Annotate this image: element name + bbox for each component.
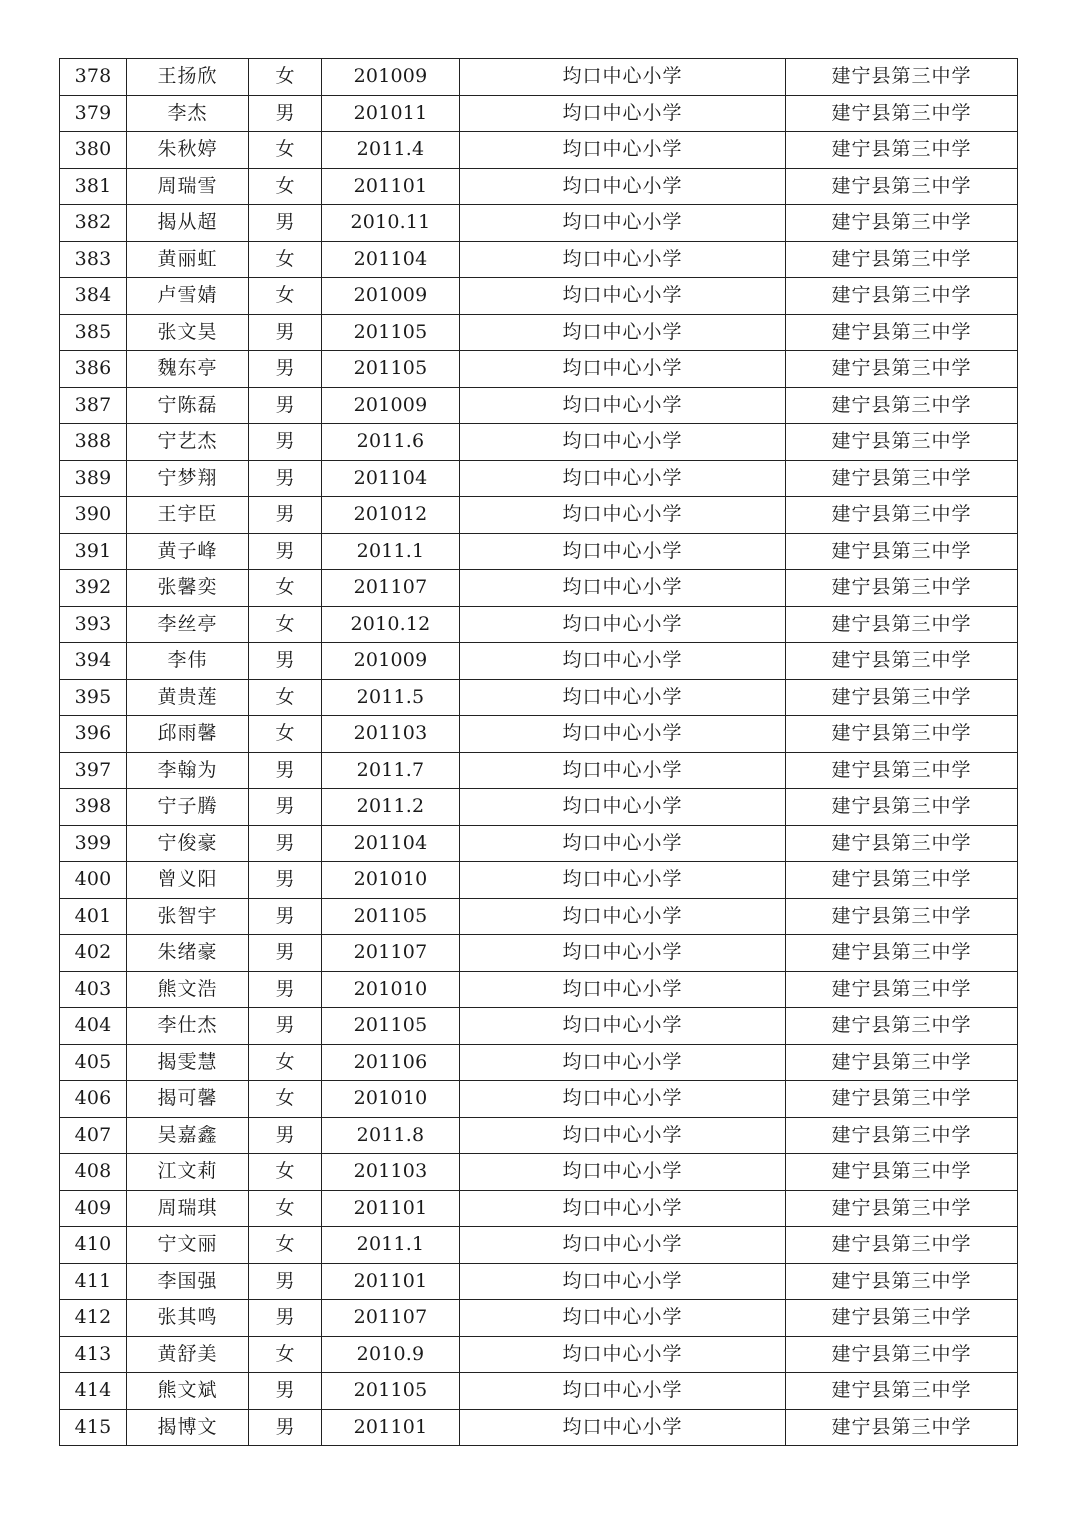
middle-school-cell: 建宁县第三中学: [786, 825, 1018, 862]
table-row: [60, 278, 1018, 315]
birth-date-cell: 201010: [322, 862, 460, 899]
middle-school-cell: 建宁县第三中学: [786, 1044, 1018, 1081]
birth-date-cell: 201009: [322, 278, 460, 315]
row-number-cell: 381: [60, 168, 127, 205]
primary-school-cell: 均口中心小学: [460, 424, 786, 461]
row-number-cell: 385: [60, 314, 127, 351]
row-number-cell: 382: [60, 205, 127, 242]
gender-cell: 男: [249, 898, 322, 935]
birth-date-cell: 201009: [322, 387, 460, 424]
table-row: [60, 898, 1018, 935]
birth-date-cell: 201101: [322, 1263, 460, 1300]
middle-school-cell: 建宁县第三中学: [786, 862, 1018, 899]
student-name-cell: 李仕杰: [127, 1008, 249, 1045]
gender-cell: 男: [249, 862, 322, 899]
gender-cell: 男: [249, 935, 322, 972]
primary-school-cell: 均口中心小学: [460, 862, 786, 899]
birth-date-cell: 201101: [322, 1190, 460, 1227]
primary-school-cell: 均口中心小学: [460, 1190, 786, 1227]
primary-school-cell: 均口中心小学: [460, 314, 786, 351]
student-name-cell: 李伟: [127, 643, 249, 680]
middle-school-cell: 建宁县第三中学: [786, 1008, 1018, 1045]
student-name-cell: 张其鸣: [127, 1300, 249, 1337]
gender-cell: 女: [249, 716, 322, 753]
birth-date-cell: 201105: [322, 351, 460, 388]
table-row: [60, 497, 1018, 534]
middle-school-cell: 建宁县第三中学: [786, 460, 1018, 497]
row-number-cell: 411: [60, 1263, 127, 1300]
row-number-cell: 390: [60, 497, 127, 534]
table-row: [60, 1044, 1018, 1081]
row-number-cell: 404: [60, 1008, 127, 1045]
row-number-cell: 388: [60, 424, 127, 461]
middle-school-cell: 建宁县第三中学: [786, 1190, 1018, 1227]
middle-school-cell: 建宁县第三中学: [786, 789, 1018, 826]
middle-school-cell: 建宁县第三中学: [786, 533, 1018, 570]
gender-cell: 男: [249, 1117, 322, 1154]
table-row: [60, 351, 1018, 388]
student-name-cell: 张馨奕: [127, 570, 249, 607]
row-number-cell: 408: [60, 1154, 127, 1191]
middle-school-cell: 建宁县第三中学: [786, 241, 1018, 278]
primary-school-cell: 均口中心小学: [460, 1263, 786, 1300]
middle-school-cell: 建宁县第三中学: [786, 1117, 1018, 1154]
row-number-cell: 395: [60, 679, 127, 716]
row-number-cell: 394: [60, 643, 127, 680]
middle-school-cell: 建宁县第三中学: [786, 1263, 1018, 1300]
row-number-cell: 397: [60, 752, 127, 789]
row-number-cell: 409: [60, 1190, 127, 1227]
birth-date-cell: 201105: [322, 1008, 460, 1045]
primary-school-cell: 均口中心小学: [460, 716, 786, 753]
row-number-cell: 383: [60, 241, 127, 278]
primary-school-cell: 均口中心小学: [460, 825, 786, 862]
row-number-cell: 403: [60, 971, 127, 1008]
student-name-cell: 宁文丽: [127, 1227, 249, 1264]
table-row: [60, 971, 1018, 1008]
primary-school-cell: 均口中心小学: [460, 1008, 786, 1045]
row-number-cell: 389: [60, 460, 127, 497]
gender-cell: 男: [249, 1409, 322, 1446]
primary-school-cell: 均口中心小学: [460, 278, 786, 315]
birth-date-cell: 2011.1: [322, 533, 460, 570]
table-row: [60, 1117, 1018, 1154]
student-name-cell: 吴嘉鑫: [127, 1117, 249, 1154]
middle-school-cell: 建宁县第三中学: [786, 570, 1018, 607]
student-name-cell: 黄舒美: [127, 1336, 249, 1373]
student-name-cell: 黄丽虹: [127, 241, 249, 278]
row-number-cell: 410: [60, 1227, 127, 1264]
gender-cell: 男: [249, 314, 322, 351]
middle-school-cell: 建宁县第三中学: [786, 971, 1018, 1008]
roster-body: [60, 59, 1018, 1446]
row-number-cell: 415: [60, 1409, 127, 1446]
birth-date-cell: 201104: [322, 241, 460, 278]
primary-school-cell: 均口中心小学: [460, 789, 786, 826]
table-row: [60, 1227, 1018, 1264]
table-row: [60, 95, 1018, 132]
row-number-cell: 414: [60, 1373, 127, 1410]
gender-cell: 女: [249, 1154, 322, 1191]
middle-school-cell: 建宁县第三中学: [786, 1081, 1018, 1118]
birth-date-cell: 2010.9: [322, 1336, 460, 1373]
birth-date-cell: 2011.7: [322, 752, 460, 789]
birth-date-cell: 201010: [322, 971, 460, 1008]
table-row: [60, 606, 1018, 643]
row-number-cell: 391: [60, 533, 127, 570]
row-number-cell: 392: [60, 570, 127, 607]
middle-school-cell: 建宁县第三中学: [786, 1227, 1018, 1264]
table-row: [60, 1336, 1018, 1373]
gender-cell: 女: [249, 570, 322, 607]
primary-school-cell: 均口中心小学: [460, 205, 786, 242]
primary-school-cell: 均口中心小学: [460, 132, 786, 169]
birth-date-cell: 201010: [322, 1081, 460, 1118]
row-number-cell: 384: [60, 278, 127, 315]
student-name-cell: 李杰: [127, 95, 249, 132]
student-name-cell: 魏东亭: [127, 351, 249, 388]
primary-school-cell: 均口中心小学: [460, 1227, 786, 1264]
primary-school-cell: 均口中心小学: [460, 898, 786, 935]
middle-school-cell: 建宁县第三中学: [786, 752, 1018, 789]
middle-school-cell: 建宁县第三中学: [786, 1373, 1018, 1410]
table-row: [60, 935, 1018, 972]
birth-date-cell: 201104: [322, 825, 460, 862]
primary-school-cell: 均口中心小学: [460, 606, 786, 643]
row-number-cell: 387: [60, 387, 127, 424]
birth-date-cell: 2010.11: [322, 205, 460, 242]
primary-school-cell: 均口中心小学: [460, 351, 786, 388]
primary-school-cell: 均口中心小学: [460, 1044, 786, 1081]
table-row: [60, 132, 1018, 169]
table-row: [60, 1154, 1018, 1191]
table-row: [60, 168, 1018, 205]
middle-school-cell: 建宁县第三中学: [786, 497, 1018, 534]
table-row: [60, 789, 1018, 826]
primary-school-cell: 均口中心小学: [460, 752, 786, 789]
gender-cell: 男: [249, 387, 322, 424]
birth-date-cell: 201104: [322, 460, 460, 497]
student-name-cell: 周瑞琪: [127, 1190, 249, 1227]
birth-date-cell: 2010.12: [322, 606, 460, 643]
gender-cell: 女: [249, 1081, 322, 1118]
student-name-cell: 宁陈磊: [127, 387, 249, 424]
middle-school-cell: 建宁县第三中学: [786, 1336, 1018, 1373]
gender-cell: 男: [249, 533, 322, 570]
birth-date-cell: 201101: [322, 1409, 460, 1446]
roster-sheet: [59, 58, 1017, 1446]
table-row: [60, 643, 1018, 680]
middle-school-cell: 建宁县第三中学: [786, 898, 1018, 935]
table-row: [60, 59, 1018, 96]
table-row: [60, 205, 1018, 242]
table-row: [60, 460, 1018, 497]
middle-school-cell: 建宁县第三中学: [786, 716, 1018, 753]
middle-school-cell: 建宁县第三中学: [786, 679, 1018, 716]
gender-cell: 男: [249, 1008, 322, 1045]
table-row: [60, 1008, 1018, 1045]
gender-cell: 男: [249, 643, 322, 680]
middle-school-cell: 建宁县第三中学: [786, 205, 1018, 242]
student-name-cell: 李国强: [127, 1263, 249, 1300]
student-name-cell: 黄贵莲: [127, 679, 249, 716]
gender-cell: 男: [249, 1373, 322, 1410]
middle-school-cell: 建宁县第三中学: [786, 606, 1018, 643]
student-name-cell: 揭博文: [127, 1409, 249, 1446]
birth-date-cell: 2011.8: [322, 1117, 460, 1154]
student-name-cell: 熊文斌: [127, 1373, 249, 1410]
primary-school-cell: 均口中心小学: [460, 1117, 786, 1154]
table-row: [60, 752, 1018, 789]
table-row: [60, 862, 1018, 899]
birth-date-cell: 2011.6: [322, 424, 460, 461]
student-name-cell: 宁俊豪: [127, 825, 249, 862]
student-name-cell: 揭雯慧: [127, 1044, 249, 1081]
gender-cell: 男: [249, 1263, 322, 1300]
student-name-cell: 宁艺杰: [127, 424, 249, 461]
gender-cell: 女: [249, 241, 322, 278]
primary-school-cell: 均口中心小学: [460, 1081, 786, 1118]
primary-school-cell: 均口中心小学: [460, 679, 786, 716]
table-row: [60, 716, 1018, 753]
birth-date-cell: 201106: [322, 1044, 460, 1081]
student-name-cell: 王扬欣: [127, 59, 249, 96]
student-name-cell: 揭可馨: [127, 1081, 249, 1118]
table-row: [60, 1081, 1018, 1118]
table-row: [60, 1409, 1018, 1446]
row-number-cell: 406: [60, 1081, 127, 1118]
birth-date-cell: 2011.4: [322, 132, 460, 169]
birth-date-cell: 201103: [322, 1154, 460, 1191]
gender-cell: 女: [249, 59, 322, 96]
row-number-cell: 400: [60, 862, 127, 899]
row-number-cell: 401: [60, 898, 127, 935]
middle-school-cell: 建宁县第三中学: [786, 1154, 1018, 1191]
gender-cell: 女: [249, 1336, 322, 1373]
birth-date-cell: 201105: [322, 314, 460, 351]
gender-cell: 男: [249, 752, 322, 789]
middle-school-cell: 建宁县第三中学: [786, 1409, 1018, 1446]
table-row: [60, 679, 1018, 716]
gender-cell: 男: [249, 789, 322, 826]
primary-school-cell: 均口中心小学: [460, 1154, 786, 1191]
primary-school-cell: 均口中心小学: [460, 533, 786, 570]
middle-school-cell: 建宁县第三中学: [786, 95, 1018, 132]
student-roster-table: [59, 58, 1018, 1446]
middle-school-cell: 建宁县第三中学: [786, 168, 1018, 205]
birth-date-cell: 201012: [322, 497, 460, 534]
student-name-cell: 张文昊: [127, 314, 249, 351]
table-row: [60, 570, 1018, 607]
student-name-cell: 王宇臣: [127, 497, 249, 534]
gender-cell: 男: [249, 497, 322, 534]
birth-date-cell: 2011.1: [322, 1227, 460, 1264]
row-number-cell: 412: [60, 1300, 127, 1337]
middle-school-cell: 建宁县第三中学: [786, 935, 1018, 972]
row-number-cell: 413: [60, 1336, 127, 1373]
row-number-cell: 402: [60, 935, 127, 972]
primary-school-cell: 均口中心小学: [460, 59, 786, 96]
primary-school-cell: 均口中心小学: [460, 1373, 786, 1410]
birth-date-cell: 201011: [322, 95, 460, 132]
table-row: [60, 1373, 1018, 1410]
gender-cell: 男: [249, 460, 322, 497]
row-number-cell: 380: [60, 132, 127, 169]
row-number-cell: 396: [60, 716, 127, 753]
student-name-cell: 朱绪豪: [127, 935, 249, 972]
student-name-cell: 江文莉: [127, 1154, 249, 1191]
gender-cell: 男: [249, 825, 322, 862]
student-name-cell: 揭从超: [127, 205, 249, 242]
primary-school-cell: 均口中心小学: [460, 241, 786, 278]
student-name-cell: 李丝亭: [127, 606, 249, 643]
birth-date-cell: 2011.2: [322, 789, 460, 826]
middle-school-cell: 建宁县第三中学: [786, 278, 1018, 315]
birth-date-cell: 201009: [322, 59, 460, 96]
row-number-cell: 386: [60, 351, 127, 388]
middle-school-cell: 建宁县第三中学: [786, 314, 1018, 351]
student-name-cell: 张智宇: [127, 898, 249, 935]
student-name-cell: 卢雪婧: [127, 278, 249, 315]
student-name-cell: 李翰为: [127, 752, 249, 789]
middle-school-cell: 建宁县第三中学: [786, 424, 1018, 461]
primary-school-cell: 均口中心小学: [460, 971, 786, 1008]
student-name-cell: 朱秋婷: [127, 132, 249, 169]
primary-school-cell: 均口中心小学: [460, 1409, 786, 1446]
row-number-cell: 379: [60, 95, 127, 132]
primary-school-cell: 均口中心小学: [460, 95, 786, 132]
gender-cell: 男: [249, 1300, 322, 1337]
table-row: [60, 1190, 1018, 1227]
row-number-cell: 399: [60, 825, 127, 862]
table-row: [60, 1300, 1018, 1337]
table-row: [60, 424, 1018, 461]
student-name-cell: 邱雨馨: [127, 716, 249, 753]
birth-date-cell: 201107: [322, 570, 460, 607]
primary-school-cell: 均口中心小学: [460, 643, 786, 680]
table-row: [60, 314, 1018, 351]
row-number-cell: 378: [60, 59, 127, 96]
birth-date-cell: 201107: [322, 935, 460, 972]
gender-cell: 女: [249, 1227, 322, 1264]
table-row: [60, 387, 1018, 424]
birth-date-cell: 201105: [322, 898, 460, 935]
birth-date-cell: 201009: [322, 643, 460, 680]
middle-school-cell: 建宁县第三中学: [786, 132, 1018, 169]
row-number-cell: 405: [60, 1044, 127, 1081]
row-number-cell: 398: [60, 789, 127, 826]
gender-cell: 男: [249, 95, 322, 132]
middle-school-cell: 建宁县第三中学: [786, 351, 1018, 388]
birth-date-cell: 201107: [322, 1300, 460, 1337]
gender-cell: 女: [249, 606, 322, 643]
gender-cell: 女: [249, 1190, 322, 1227]
student-name-cell: 黄子峰: [127, 533, 249, 570]
primary-school-cell: 均口中心小学: [460, 387, 786, 424]
table-row: [60, 825, 1018, 862]
table-row: [60, 241, 1018, 278]
middle-school-cell: 建宁县第三中学: [786, 1300, 1018, 1337]
gender-cell: 男: [249, 424, 322, 461]
middle-school-cell: 建宁县第三中学: [786, 387, 1018, 424]
table-row: [60, 1263, 1018, 1300]
primary-school-cell: 均口中心小学: [460, 497, 786, 534]
gender-cell: 男: [249, 351, 322, 388]
student-name-cell: 宁梦翔: [127, 460, 249, 497]
birth-date-cell: 2011.5: [322, 679, 460, 716]
student-name-cell: 宁子腾: [127, 789, 249, 826]
middle-school-cell: 建宁县第三中学: [786, 59, 1018, 96]
gender-cell: 男: [249, 971, 322, 1008]
birth-date-cell: 201101: [322, 168, 460, 205]
primary-school-cell: 均口中心小学: [460, 570, 786, 607]
row-number-cell: 407: [60, 1117, 127, 1154]
birth-date-cell: 201105: [322, 1373, 460, 1410]
birth-date-cell: 201103: [322, 716, 460, 753]
primary-school-cell: 均口中心小学: [460, 460, 786, 497]
middle-school-cell: 建宁县第三中学: [786, 643, 1018, 680]
gender-cell: 女: [249, 132, 322, 169]
gender-cell: 男: [249, 205, 322, 242]
primary-school-cell: 均口中心小学: [460, 168, 786, 205]
gender-cell: 女: [249, 168, 322, 205]
primary-school-cell: 均口中心小学: [460, 1336, 786, 1373]
row-number-cell: 393: [60, 606, 127, 643]
primary-school-cell: 均口中心小学: [460, 1300, 786, 1337]
gender-cell: 女: [249, 278, 322, 315]
student-name-cell: 曾义阳: [127, 862, 249, 899]
primary-school-cell: 均口中心小学: [460, 935, 786, 972]
gender-cell: 女: [249, 1044, 322, 1081]
student-name-cell: 周瑞雪: [127, 168, 249, 205]
table-row: [60, 533, 1018, 570]
student-name-cell: 熊文浩: [127, 971, 249, 1008]
gender-cell: 女: [249, 679, 322, 716]
